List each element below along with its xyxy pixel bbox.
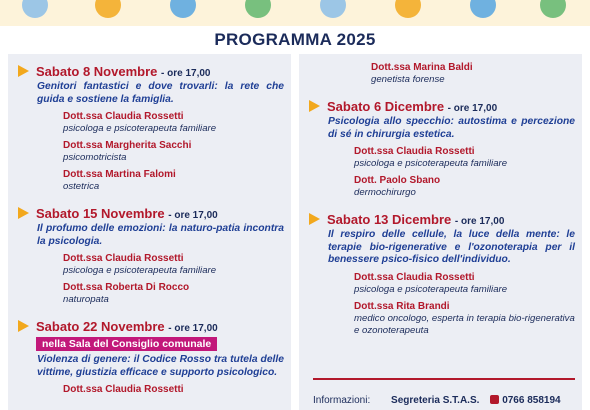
right-program-panel (299, 54, 582, 410)
event-date-line (16, 319, 284, 334)
head-profile-icon (22, 0, 48, 18)
speaker-name: Dott.ssa Claudia Rossetti (63, 253, 184, 264)
speaker (16, 140, 284, 164)
speaker-role: ostetrica (63, 181, 100, 192)
event-subtitle: Violenza di genere: il Codice Rosso tra tutela delle vittime, giustizia efficace e supporto psicologico. (37, 354, 284, 378)
triangle-bullet-icon (309, 100, 320, 112)
speaker (16, 253, 284, 277)
speaker (16, 384, 284, 396)
speaker (307, 301, 575, 337)
speaker-role: dermochirurgo (354, 187, 416, 198)
event-date: Sabato 8 Novembre (36, 64, 158, 79)
head-profile-icon (320, 0, 346, 18)
event-subtitle: Il respiro delle cellule, la luce della mente: le terapie bio-rigenerative e l'ozonoterapia per il benessere psico-fisico dell'individuo. (328, 229, 575, 265)
head-profile-icon (170, 0, 196, 18)
head-profile-icon (540, 0, 566, 18)
event-card (16, 206, 284, 306)
speaker-role: genetista forense (371, 74, 445, 85)
event-card (307, 212, 575, 337)
speaker-name: Dott.ssa Claudia Rossetti (354, 146, 475, 157)
speaker (16, 111, 284, 135)
event-time: - ore 17,00 (168, 210, 218, 221)
event-subtitle: Il profumo delle emozioni: la naturo-patia incontra la psicologia. (37, 223, 284, 247)
head-profile-icon (395, 0, 421, 18)
event-time: - ore 17,00 (447, 103, 498, 114)
event-time: - ore 17,00 (168, 323, 218, 334)
info-footer (313, 395, 583, 406)
event-date-line (307, 212, 575, 227)
speaker-name: Dott.ssa Roberta Di Rocco (63, 282, 190, 293)
speaker-role: psicologa e psicoterapeuta familiare (354, 283, 508, 295)
speaker-name: Dott.ssa Margherita Sacchi (63, 140, 192, 151)
footer-divider (313, 378, 575, 380)
speaker-name: Dott.ssa Martina Falomi (63, 169, 176, 180)
speaker-role: psicologa e psicoterapeuta familiare (63, 265, 217, 276)
event-subtitle: Genitori fantastici e dove trovarli: la rete che guida e sostiene la famiglia. (37, 81, 284, 105)
event-card (16, 64, 284, 193)
venue-badge: nella Sala del Consiglio comunale (36, 337, 217, 351)
speaker (16, 169, 284, 193)
speaker-role: psicologa e psicoterapeuta familiare (63, 123, 217, 134)
speaker-name: Dott.ssa Marina Baldi (371, 62, 473, 73)
speaker-role: medico oncologo, esperta in terapia bio-rigenerativa e ozonoterapeuta (354, 312, 575, 336)
event-date: Sabato 13 Dicembre (327, 212, 452, 227)
speaker-name: Dott.ssa Claudia Rossetti (354, 271, 475, 283)
page-title: PROGRAMMA 2025 (214, 30, 376, 49)
speaker-role: psicologa e psicoterapeuta familiare (354, 158, 508, 169)
triangle-bullet-icon (18, 207, 29, 219)
triangle-bullet-icon (18, 320, 29, 332)
event-date: Sabato 6 Dicembre (327, 99, 445, 114)
event-date-line (307, 99, 575, 114)
speaker (324, 62, 473, 86)
decorative-header-band (0, 0, 590, 26)
speaker-name: Dott.ssa Rita Brandi (354, 300, 450, 312)
info-phone[interactable]: 0766 858194 (502, 395, 561, 406)
head-profile-icon (245, 0, 271, 18)
speaker-role: psicomotricista (63, 152, 127, 163)
speaker (307, 272, 575, 296)
info-label: Informazioni: (313, 395, 371, 406)
event-date: Sabato 22 Novembre (36, 319, 165, 334)
speaker (307, 146, 575, 170)
head-profile-icon (95, 0, 121, 18)
event-date: Sabato 15 Novembre (36, 206, 165, 221)
phone-icon (490, 395, 499, 404)
speaker (307, 175, 575, 199)
left-program-panel (8, 54, 291, 410)
event-date-line (16, 64, 284, 79)
event-date-line (16, 206, 284, 221)
event-subtitle: Psicologia allo specchio: autostima e percezione di sé in chirurgia estetica. (328, 116, 575, 140)
event-card (16, 319, 284, 396)
speaker-name: Dott.ssa Claudia Rossetti (63, 384, 184, 395)
speaker-role: naturopata (63, 294, 109, 305)
triangle-bullet-icon (18, 65, 29, 77)
event-time: - ore 17,00 (454, 216, 505, 227)
triangle-bullet-icon (309, 213, 320, 225)
event-card (307, 99, 575, 199)
speaker (16, 282, 284, 306)
event-time: - ore 17,00 (161, 68, 211, 79)
info-organization: Segreteria S.T.A.S. (391, 395, 480, 406)
head-profile-icon (470, 0, 496, 18)
speaker-name: Dott.ssa Claudia Rossetti (63, 111, 184, 122)
speaker-name: Dott. Paolo Sbano (354, 175, 441, 186)
